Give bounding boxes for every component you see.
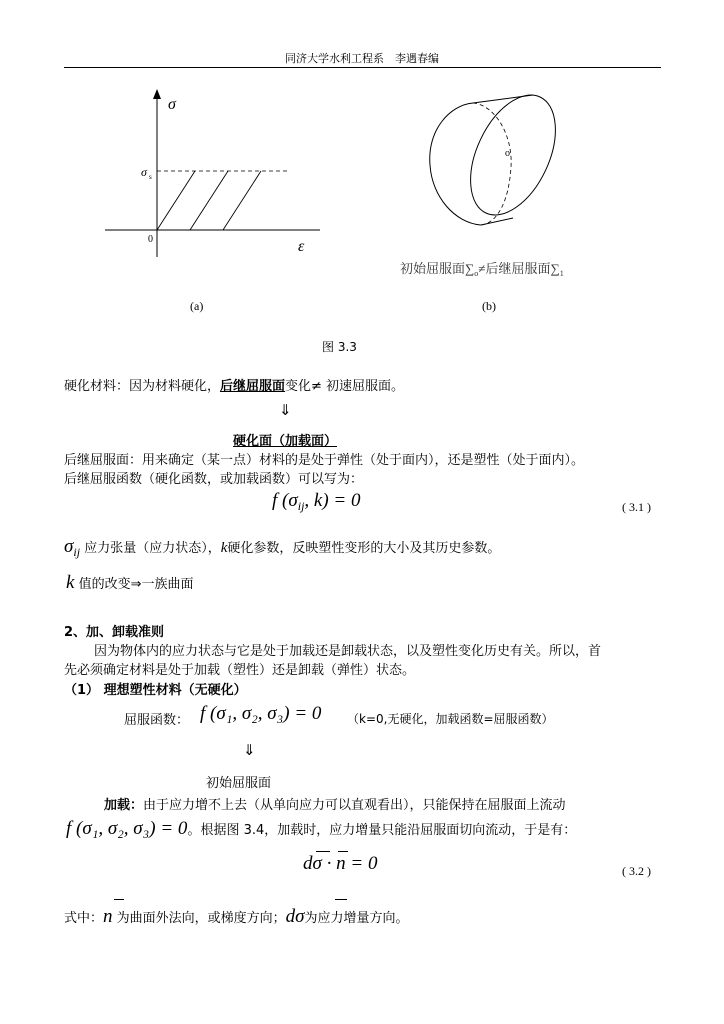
down-arrow-1: ⇓	[279, 401, 292, 419]
figure-a-hatch-line	[157, 171, 195, 230]
k-value-description: k 值的改变⇒一族曲面	[66, 572, 194, 593]
equation-3-2-number: ( 3.2 )	[622, 864, 651, 878]
header-rule	[64, 67, 661, 68]
figure-b-back-ellipse-dashed	[473, 103, 511, 225]
initial-yield-surface-label: 初始屈服面	[206, 776, 272, 791]
figure-b-yield-cylinder	[395, 85, 625, 285]
figure-title: 图 3.3	[322, 340, 357, 354]
hardening-line-pre: 硬化材料：因为材料硬化，	[64, 379, 221, 394]
equation-3-2: dσ · n = 0	[303, 853, 378, 874]
hardening-function-intro: 后继屈服函数（硬化函数，或加载函数）可以写为：	[64, 472, 364, 487]
paragraph-line-1: 因为物体内的应力状态与它是处于加载还是卸载状态，以及塑性变化历史有关。所以，首	[94, 644, 602, 659]
page-header: 同济大学水利工程系 李遇春编	[285, 52, 439, 65]
figure-b-note: 初始屈服面$\sum_o\ne$后继屈服面$\sum_1$	[400, 261, 564, 278]
figure-a-y-label: σ	[168, 96, 176, 113]
figure-b-caption: (b)	[482, 299, 496, 313]
paragraph-line-2: 先必须确定材料是处于加载（塑性）还是卸载（弹性）状态。	[64, 663, 416, 678]
down-arrow-2: ⇓	[243, 741, 256, 759]
figure-a-caption: (a)	[190, 299, 204, 313]
yield-function-note: （k=0,无硬化，加载函数=屈服函数）	[347, 712, 554, 726]
figure-a-sigma-s-sub: s	[149, 173, 152, 181]
dsigma-vector-bar-where	[335, 899, 347, 900]
sigma-ij-description: σij 应力张量（应力状态），k硬化参数，反映塑性变形的大小及其历史参数。	[64, 536, 501, 559]
figure-b-front-ellipse	[453, 85, 572, 228]
section-2-heading: 2、加、卸载准则	[64, 625, 165, 640]
subsequent-yield-definition: 后继屈服面：用来确定（某一点）材料的是处于弹性（处于面内），还是塑性（处于面内）。	[64, 453, 585, 468]
figure-a-hatch-line	[190, 171, 228, 230]
equation-3-1-number: ( 3.1 )	[622, 500, 651, 514]
hardening-line-post: 变化≠ 初速屈服面。	[285, 379, 405, 394]
figure-a-sigma-s-label: σ	[141, 165, 147, 179]
subsequent-yield-surface-term: 后继屈服面	[220, 379, 286, 394]
figure-b-back-ellipse-solid	[430, 103, 481, 225]
yield-function-label: 屈服函数：	[124, 713, 190, 728]
figure-b-bottom-generator	[481, 218, 513, 225]
hardening-surface-heading: 硬化面（加载面）	[233, 434, 338, 449]
figure-a-y-arrow	[153, 89, 161, 99]
n-vector-bar	[338, 851, 348, 852]
hardening-material-line	[64, 375, 404, 394]
n-vector-bar-where	[114, 899, 124, 900]
loading-condition-line: 加载：由于应力增不上去（从单向应力可以直观看出），只能保持在屈服面上流动	[104, 798, 566, 813]
equation-3-1: f ($\sigma_{ij}$, k) = 0	[272, 490, 361, 513]
dsigma-vector-bar	[316, 851, 330, 852]
where-line: 式中：n 为曲面外法向，或梯度方向；dσ为应力增量方向。	[64, 906, 409, 927]
yield-function-equation: f (σ₁, σ₂, σ₃) = 0	[200, 703, 322, 724]
figure-a-origin-label: 0	[148, 234, 153, 245]
figure-a-stress-strain-plot	[95, 85, 325, 260]
loading-equation-line: f (σ₁, σ₂, σ₃) = 0。根据图 3.4，加载时，应力增量只能沿屈服面切向流动，于是有：	[66, 818, 577, 839]
figure-b-center-label: o	[505, 148, 510, 159]
figure-a-hatch-line	[223, 171, 261, 230]
subsection-1-heading: （1） 理想塑性材料（无硬化）	[64, 683, 247, 698]
figure-a-x-label: ε	[298, 238, 305, 255]
